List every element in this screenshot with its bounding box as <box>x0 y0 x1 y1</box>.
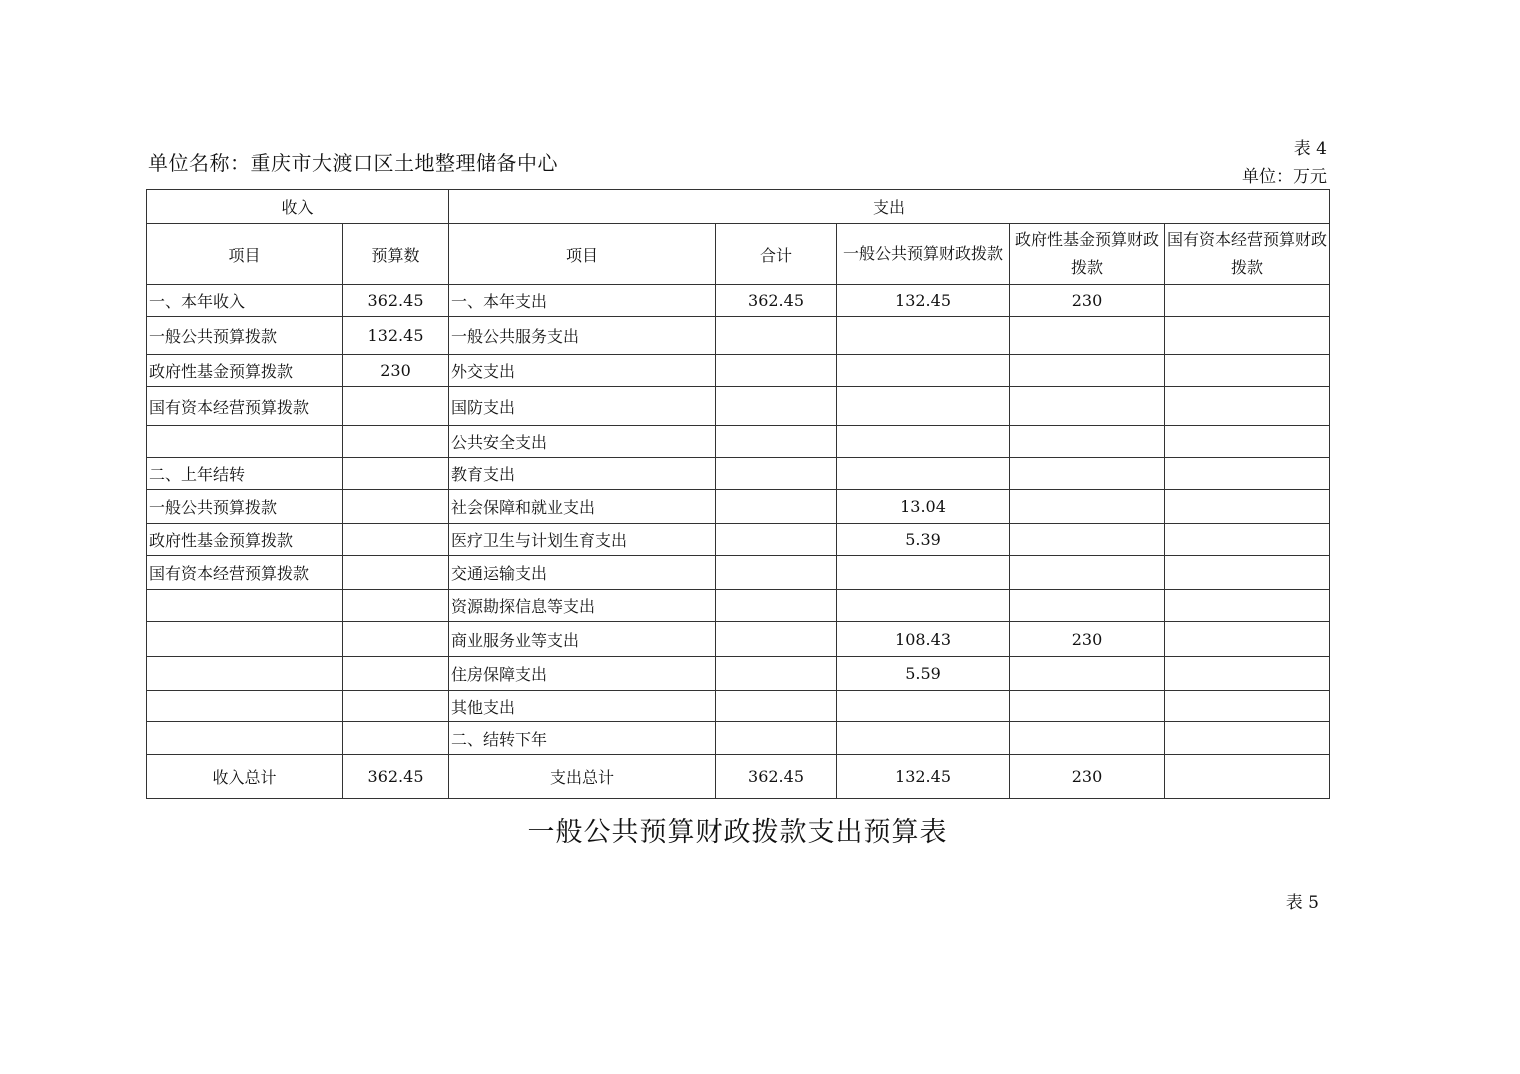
col-header-state-capital: 国有资本经营预算财政拨款 <box>1165 224 1330 285</box>
cell-gov-fund <box>1010 524 1165 556</box>
col-header-gov-fund: 政府性基金预算财政拨款 <box>1010 224 1165 285</box>
cell-income-item: 一、本年收入 <box>147 285 343 317</box>
next-table-title: 一般公共预算财政拨款支出预算表 <box>527 817 948 848</box>
cell-income-item: 一般公共预算拨款 <box>147 317 343 355</box>
total-cell-expense-item: 支出总计 <box>449 755 716 799</box>
cell-state-capital <box>1165 622 1330 657</box>
cell-expense-item: 一般公共服务支出 <box>449 317 716 355</box>
table-row <box>147 590 1330 622</box>
cell-income-budget <box>343 458 449 490</box>
cell-total <box>716 387 837 426</box>
cell-income-budget <box>343 590 449 622</box>
table-row <box>147 556 1330 590</box>
cell-expense-item: 一、本年支出 <box>449 285 716 317</box>
col-header-income-budget: 预算数 <box>343 224 449 285</box>
cell-general-public <box>837 722 1010 755</box>
cell-total <box>716 317 837 355</box>
cell-general-public <box>837 556 1010 590</box>
total-cell-general-public: 132.45 <box>837 755 1010 799</box>
cell-income-item <box>147 622 343 657</box>
cell-income-item: 一般公共预算拨款 <box>147 490 343 524</box>
next-table-number: 表 5 <box>1285 893 1319 913</box>
cell-gov-fund <box>1010 317 1165 355</box>
cell-income-item: 国有资本经营预算拨款 <box>147 556 343 590</box>
table-row <box>147 355 1330 387</box>
table-row <box>147 691 1330 722</box>
table-row <box>147 524 1330 556</box>
cell-income-budget <box>343 691 449 722</box>
table-row <box>147 387 1330 426</box>
cell-expense-item: 其他支出 <box>449 691 716 722</box>
cell-gov-fund <box>1010 556 1165 590</box>
table-row <box>147 317 1330 355</box>
cell-state-capital <box>1165 691 1330 722</box>
cell-gov-fund <box>1010 691 1165 722</box>
cell-income-budget <box>343 622 449 657</box>
cell-general-public <box>837 355 1010 387</box>
col-header-expense-item: 项目 <box>449 224 716 285</box>
total-cell-income-item: 收入总计 <box>147 755 343 799</box>
table-row <box>147 657 1330 691</box>
cell-expense-item: 教育支出 <box>449 458 716 490</box>
total-cell-income-budget: 362.45 <box>343 755 449 799</box>
cell-income-item: 二、上年结转 <box>147 458 343 490</box>
cell-income-budget <box>343 722 449 755</box>
column-header-row <box>147 224 1330 285</box>
cell-total <box>716 657 837 691</box>
cell-general-public <box>837 387 1010 426</box>
cell-general-public <box>837 691 1010 722</box>
cell-gov-fund <box>1010 458 1165 490</box>
cell-income-item <box>147 691 343 722</box>
cell-income-item <box>147 426 343 458</box>
budget-table <box>146 189 1330 799</box>
cell-gov-fund <box>1010 355 1165 387</box>
group-income-header: 收入 <box>147 190 449 224</box>
table-number: 表 4 <box>1293 139 1327 159</box>
cell-total <box>716 722 837 755</box>
cell-state-capital <box>1165 458 1330 490</box>
cell-income-item: 国有资本经营预算拨款 <box>147 387 343 426</box>
cell-state-capital <box>1165 285 1330 317</box>
cell-state-capital <box>1165 387 1330 426</box>
cell-expense-item: 二、结转下年 <box>449 722 716 755</box>
cell-income-budget <box>343 556 449 590</box>
cell-general-public: 5.59 <box>837 657 1010 691</box>
cell-income-budget <box>343 657 449 691</box>
cell-state-capital <box>1165 490 1330 524</box>
cell-total <box>716 355 837 387</box>
table-row <box>147 458 1330 490</box>
cell-income-item: 政府性基金预算拨款 <box>147 524 343 556</box>
cell-expense-item: 社会保障和就业支出 <box>449 490 716 524</box>
cell-income-item <box>147 590 343 622</box>
cell-expense-item: 外交支出 <box>449 355 716 387</box>
cell-general-public: 132.45 <box>837 285 1010 317</box>
total-cell-state-capital <box>1165 755 1330 799</box>
cell-state-capital <box>1165 426 1330 458</box>
cell-income-budget <box>343 490 449 524</box>
cell-gov-fund <box>1010 387 1165 426</box>
table-row <box>147 490 1330 524</box>
cell-total <box>716 556 837 590</box>
cell-expense-item: 住房保障支出 <box>449 657 716 691</box>
cell-state-capital <box>1165 722 1330 755</box>
cell-expense-item: 公共安全支出 <box>449 426 716 458</box>
cell-state-capital <box>1165 657 1330 691</box>
cell-gov-fund <box>1010 590 1165 622</box>
cell-total <box>716 590 837 622</box>
unit-name: 单位名称：重庆市大渡口区土地整理储备中心 <box>148 151 558 175</box>
cell-income-item <box>147 657 343 691</box>
cell-total <box>716 691 837 722</box>
cell-gov-fund: 230 <box>1010 285 1165 317</box>
cell-total: 362.45 <box>716 285 837 317</box>
group-header-row <box>147 190 1330 224</box>
total-cell-gov-fund: 230 <box>1010 755 1165 799</box>
col-header-general-public: 一般公共预算财政拨款 <box>837 224 1010 285</box>
cell-state-capital <box>1165 317 1330 355</box>
cell-gov-fund <box>1010 490 1165 524</box>
cell-general-public <box>837 458 1010 490</box>
unit-label: 单位：万元 <box>1242 167 1327 187</box>
cell-total <box>716 622 837 657</box>
cell-income-budget: 362.45 <box>343 285 449 317</box>
cell-expense-item: 医疗卫生与计划生育支出 <box>449 524 716 556</box>
cell-state-capital <box>1165 355 1330 387</box>
cell-general-public <box>837 317 1010 355</box>
cell-gov-fund <box>1010 722 1165 755</box>
cell-income-item: 政府性基金预算拨款 <box>147 355 343 387</box>
cell-general-public <box>837 590 1010 622</box>
cell-income-item <box>147 722 343 755</box>
cell-expense-item: 资源勘探信息等支出 <box>449 590 716 622</box>
col-header-total: 合计 <box>716 224 837 285</box>
cell-total <box>716 490 837 524</box>
cell-expense-item: 商业服务业等支出 <box>449 622 716 657</box>
cell-general-public: 5.39 <box>837 524 1010 556</box>
cell-total <box>716 426 837 458</box>
total-cell-total: 362.45 <box>716 755 837 799</box>
cell-state-capital <box>1165 524 1330 556</box>
table-row <box>147 622 1330 657</box>
cell-state-capital <box>1165 590 1330 622</box>
cell-total <box>716 524 837 556</box>
cell-income-budget <box>343 387 449 426</box>
cell-expense-item: 交通运输支出 <box>449 556 716 590</box>
col-header-income-item: 项目 <box>147 224 343 285</box>
cell-gov-fund <box>1010 657 1165 691</box>
cell-income-budget <box>343 426 449 458</box>
cell-expense-item: 国防支出 <box>449 387 716 426</box>
table-row <box>147 285 1330 317</box>
cell-income-budget: 132.45 <box>343 317 449 355</box>
cell-income-budget: 230 <box>343 355 449 387</box>
cell-gov-fund: 230 <box>1010 622 1165 657</box>
group-expense-header: 支出 <box>449 190 1330 224</box>
cell-general-public: 108.43 <box>837 622 1010 657</box>
table-row <box>147 722 1330 755</box>
cell-income-budget <box>343 524 449 556</box>
cell-general-public: 13.04 <box>837 490 1010 524</box>
totals-row <box>147 755 1330 799</box>
cell-general-public <box>837 426 1010 458</box>
table-row <box>147 426 1330 458</box>
cell-state-capital <box>1165 556 1330 590</box>
cell-total <box>716 458 837 490</box>
cell-gov-fund <box>1010 426 1165 458</box>
